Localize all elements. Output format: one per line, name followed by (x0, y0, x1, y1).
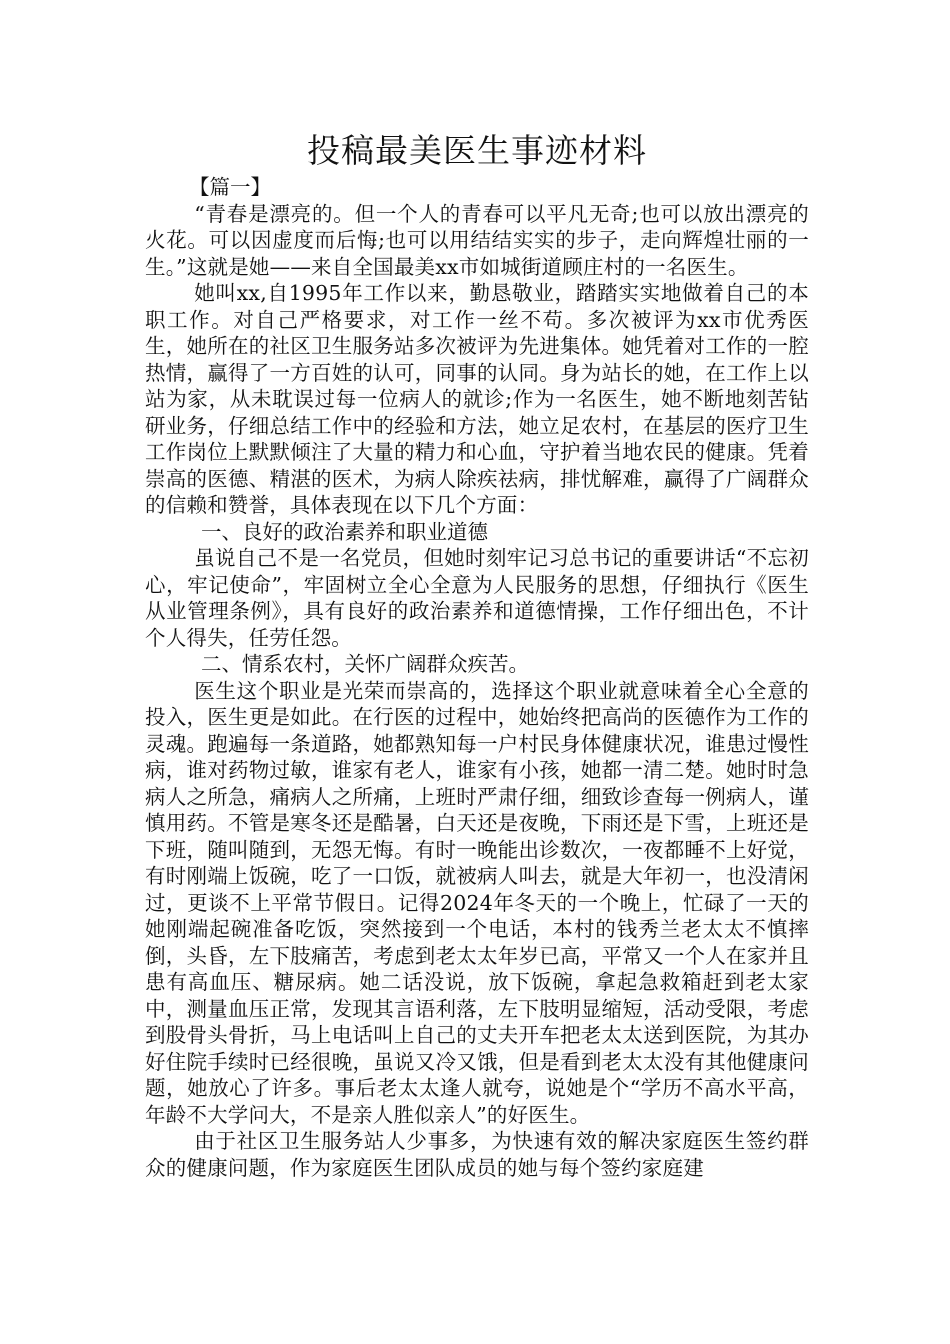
section-heading-2: 二、情系农村，关怀广阔群众疾苦。 (201, 652, 529, 676)
paragraph-family-doctor: 由于社区卫生服务站人少事多，为快速有效的解决家庭医生签约群众的健康问题，作为家庭医生团队成员的她与每个签约家庭建 (145, 1129, 809, 1180)
document-body (145, 128, 809, 1181)
paragraph-intro-quote: “青春是漂亮的。但一个人的青春可以平凡无奇;也可以放出漂亮的火花。可以因虚度而后悔;也可以用结结实实的步子，走向辉煌壮丽的一生。”这就是她——来自全国最美xx市如城街道顾庄村的一名医生。 (145, 201, 809, 279)
section-heading-1: 一、良好的政治素养和职业道德 (201, 519, 488, 544)
section-label: 【篇一】 (189, 175, 271, 199)
paragraph-ethics: 虽说自己不是一名党员，但她时刻牢记习总书记的重要讲话“不忘初心，牢记使命”，牢固树立全心全意为人民服务的思想，仔细执行《医生从业管理条例》，具有良好的政治素养和道德情操，工作仔细出色，不计个人得失，任劳任怨。 (145, 546, 809, 650)
paragraph-background: 她叫xx,自1995年工作以来，勤恳敬业，踏踏实实地做着自己的本职工作。对自己严格要求，对工作一丝不苟。多次被评为xx市优秀医生，她所在的社区卫生服务站多次被评为先进集体。她凭着对工作的一腔热情，赢得了一方百姓的认可，同事的认同。身为站长的她，在工作上以站为家，从未耽误过每一位病人的就诊;作为一名医生，她不断地刻苦钻研业务，仔细总结工作中的经验和方法，她立足农村，在基层的医疗卫生工作岗位上默默倾注了大量的精力和心血，守护着当地农民的健康。凭着崇高的医德、精湛的医术，为病人除疾祛病，排忧解难，赢得了广阔群众的信赖和赞誉，具体表现在以下几个方面： (145, 281, 809, 517)
document-title: 投稿最美医生事迹材料 (307, 131, 647, 170)
paragraph-rural-care: 医生这个职业是光荣而崇高的，选择这个职业就意味着全心全意的投入，医生更是如此。在行医的过程中，她始终把高尚的医德作为工作的灵魂。跑遍每一条道路，她都熟知每一户村民身体健康状况，谁患过慢性病，谁对药物过敏，谁家有老人，谁家有小孩，她都一清二楚。她时时急病人之所急，痛病人之所痛，上班时严肃仔细，细致诊查每一例病人，谨慎用药。不管是寒冬还是酷暑，白天还是夜晚，下雨还是下雪，上班还是下班，随叫随到，无怨无悔。有时一晚能出诊数次，一夜都睡不上好觉，有时刚端上饭碗，吃了一口饭，就被病人叫去，就是大年初一，也没清闲过，更谈不上平常节假日。记得2024年冬天的一个晚上，忙碌了一天的她刚端起碗准备吃饭，突然接到一个电话，本村的钱秀兰老太太不慎摔倒，头昏，左下肢痛苦，考虑到老太太年岁已高，平常又一个人在家并且患有高血压、糖尿病。她二话没说，放下饭碗，拿起急救箱赶到老太家中，测量血压正常，发现其言语利落，左下肢明显缩短，活动受限，考虑到股骨头骨折，马上电话叫上自己的丈夫开车把老太太送到医院，为其办好住院手续时已经很晚，虽说又冷又饿，但是看到老太太没有其他健康问题，她放心了许多。事后老太太逢人就夸，说她是个“学历不高水平高，年龄不大学问大，不是亲人胜似亲人”的好医生。 (145, 678, 809, 1127)
